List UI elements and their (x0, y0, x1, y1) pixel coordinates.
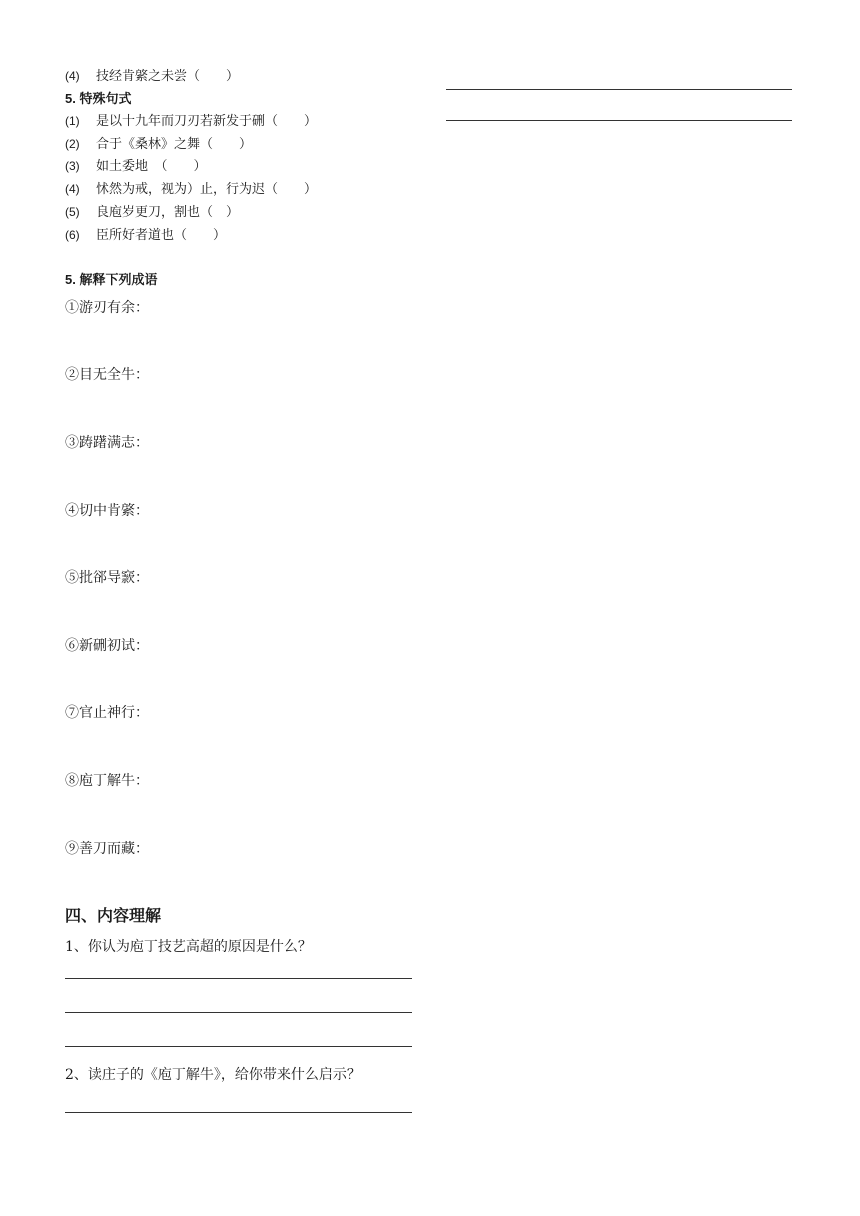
idiom-item-2: ②目无全牛： (65, 367, 149, 383)
item-text: 技经肯綮之未尝（ ） (96, 69, 240, 84)
answer-line-q1-1[interactable] (65, 978, 412, 979)
sentence-item-1 (65, 113, 317, 130)
idiom-item-8: ⑧庖丁解牛： (65, 773, 149, 789)
sentence-item-4 (65, 181, 317, 198)
item-text: 怵然为戒，视为）止，行为迟（ ） (96, 182, 318, 197)
item-text: 如土委地 （ ） (96, 159, 207, 174)
answer-line-right-2[interactable] (446, 120, 792, 121)
idiom-item-3: ③踌躇满志： (65, 435, 149, 451)
answer-line-q1-3[interactable] (65, 1046, 412, 1047)
special-sentences-heading: 5. 特殊句式 (65, 91, 132, 106)
item-number: (6) (65, 228, 80, 242)
answer-line-q2-1[interactable] (65, 1112, 412, 1113)
answer-line-q1-2[interactable] (65, 1012, 412, 1013)
item-text: 是以十九年而刀刃若新发于硎（ ） (96, 114, 318, 129)
content-section-title: 四、内容理解 (65, 906, 162, 925)
idiom-item-6: ⑥新硎初试： (65, 638, 149, 654)
item-number: (3) (65, 159, 80, 173)
item-number: (2) (65, 137, 80, 151)
sentence-item-3 (65, 158, 207, 175)
question-1: 1、你认为庖丁技艺高超的原因是什么？ (65, 939, 312, 955)
item-text: 臣所好者道也（ ） (96, 228, 227, 243)
item-number: (4) (65, 69, 80, 83)
idiom-item-1: ①游刃有余： (65, 300, 149, 316)
item-text: 合于《桑林》之舞（ ） (96, 137, 253, 152)
sentence-item-2 (65, 136, 252, 153)
idiom-item-9: ⑨善刀而藏： (65, 841, 149, 857)
idioms-heading: 5. 解释下列成语 (65, 272, 158, 287)
sentence-item-6 (65, 227, 226, 244)
sentence-item-5 (65, 204, 239, 221)
question-2: 2、读庄子的《庖丁解牛》，给你带来什么启示？ (65, 1067, 361, 1083)
item-number: (5) (65, 205, 80, 219)
answer-line-right-1[interactable] (446, 89, 792, 90)
item-number: (4) (65, 182, 80, 196)
vocab-item-4 (65, 68, 239, 85)
idiom-item-7: ⑦官止神行： (65, 705, 149, 721)
item-text: 良庖岁更刀，割也（ ） (96, 205, 240, 220)
idiom-item-5: ⑤批郤导窾： (65, 570, 149, 586)
idiom-item-4: ④切中肯綮： (65, 503, 149, 519)
item-number: (1) (65, 114, 80, 128)
